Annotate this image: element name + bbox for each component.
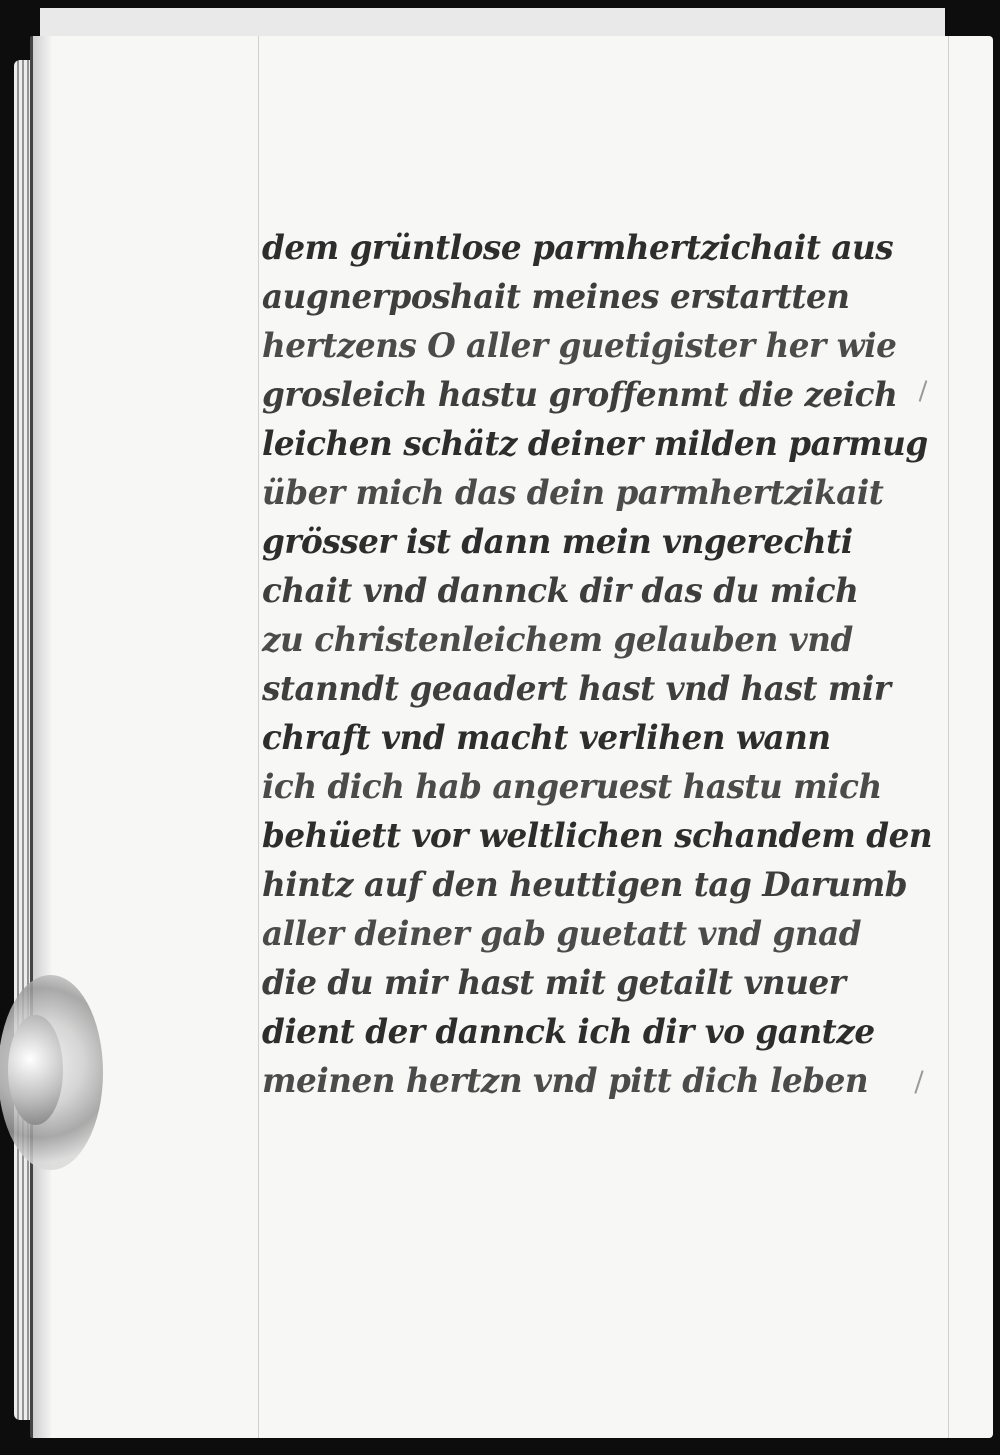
- text-line: chraft vnd macht verlihen wann: [262, 718, 831, 758]
- text-line: meinen hertzn vnd pitt dich leben: [262, 1061, 869, 1101]
- ruling-line-left: [258, 36, 259, 1438]
- text-line: dem grüntlose parmhertzichait aus: [262, 228, 894, 268]
- text-line: dient der dannck ich dir vo gantze: [262, 1012, 875, 1052]
- ruling-line-right: [948, 36, 949, 1438]
- text-line: stanndt geaadert hast vnd hast mir: [262, 669, 891, 709]
- page-gutter: [33, 36, 51, 1438]
- text-line: hertzens O aller guetigister her wie: [262, 326, 897, 366]
- clasp-highlight: [8, 1015, 63, 1125]
- text-line: hintz auf den heuttigen tag Darumb: [262, 865, 908, 905]
- text-line: grosleich hastu groffenmt die zeich: [262, 375, 898, 415]
- text-line: ich dich hab angeruest hastu mich: [262, 767, 882, 807]
- text-line: über mich das dein parmhertzikait: [262, 473, 884, 513]
- manuscript-text: [262, 224, 942, 1106]
- text-line: leichen schätz deiner milden parmug: [262, 424, 928, 464]
- text-line: behüett vor weltlichen schandem den: [262, 816, 933, 856]
- text-line: chait vnd dannck dir das du mich: [262, 571, 859, 611]
- text-line: grösser ist dann mein vngerechti: [262, 522, 853, 562]
- text-line: aller deiner gab guetatt vnd gnad: [262, 914, 862, 954]
- text-line: zu christenleichem gelauben vnd: [262, 620, 853, 660]
- text-line: die du mir hast mit getailt vnuer: [262, 963, 846, 1003]
- text-line: augnerposhait meines erstartten: [262, 277, 850, 317]
